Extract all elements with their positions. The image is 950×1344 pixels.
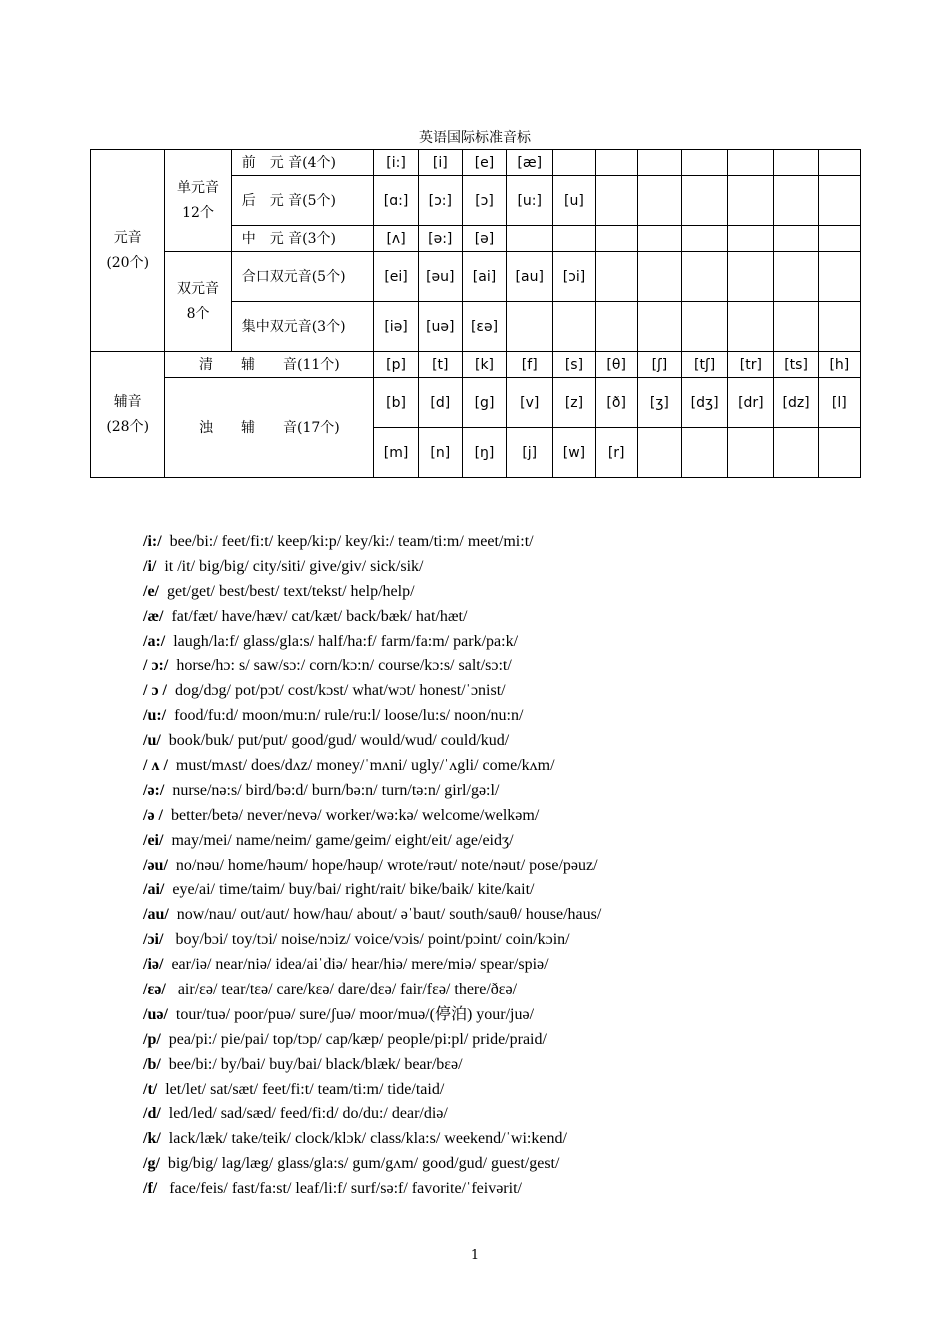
symbol-cell: [s]	[553, 352, 595, 378]
symbol-cell: [g]	[462, 378, 506, 428]
symbol-cell: [z]	[553, 378, 595, 428]
empty-cell	[637, 176, 681, 226]
example-words: better/betə/ never/nevə/ worker/wə:kə/ welcome/welkəm/	[171, 806, 540, 824]
empty-cell	[818, 428, 860, 478]
page-title: 英语国际标准音标	[419, 130, 531, 146]
empty-cell	[682, 252, 728, 302]
phoneme-line	[143, 1078, 903, 1103]
empty-cell	[774, 226, 818, 252]
empty-cell	[774, 252, 818, 302]
symbol-cell: [ə:]	[418, 226, 462, 252]
phoneme-key: /əu/	[143, 856, 168, 874]
phoneme-key: /f/	[143, 1180, 158, 1198]
phoneme-key: /ei/	[143, 831, 164, 849]
example-words: let/let/ sat/sæt/ feet/fi:t/ team/ti:m/ tide/taid/	[165, 1080, 445, 1098]
symbol-cell: [t]	[418, 352, 462, 378]
empty-cell	[637, 226, 681, 252]
example-words: pea/pi:/ pie/pai/ top/tɔp/ cap/kæp/ people/pi:pl/ pride/praid/	[168, 1030, 547, 1048]
phoneme-key: /a:/	[143, 632, 166, 650]
empty-cell	[637, 302, 681, 352]
phoneme-line	[143, 729, 903, 754]
phoneme-key: /t/	[143, 1080, 158, 1098]
empty-cell	[728, 428, 774, 478]
phoneme-key: /p/	[143, 1030, 161, 1048]
phoneme-line	[143, 854, 903, 879]
phoneme-key: /g/	[143, 1155, 160, 1173]
diph-category-cell: 双元音 8个	[165, 252, 231, 352]
phoneme-line	[143, 1127, 903, 1152]
symbol-cell: [l]	[818, 378, 860, 428]
phoneme-key: /au/	[143, 906, 169, 924]
symbol-cell: [ɑ:]	[374, 176, 418, 226]
example-words: led/led/ sad/sæd/ feed/fi:d/ do/du:/ dear/diə/	[168, 1105, 448, 1123]
symbol-cell: [dz]	[774, 378, 818, 428]
example-words: bee/bi:/ by/bai/ buy/bai/ black/blæk/ bear/bεə/	[168, 1055, 463, 1073]
phoneme-line	[143, 779, 903, 804]
mono-category-cell: 单元音 12个	[165, 150, 231, 252]
example-words: it /it/ big/big/ city/siti/ give/giv/ sick/sik/	[164, 557, 424, 575]
phoneme-key: /i/	[143, 557, 157, 575]
empty-cell	[682, 150, 728, 176]
empty-cell	[553, 302, 595, 352]
phoneme-line	[143, 1152, 903, 1177]
table-row-closing	[91, 252, 861, 302]
symbol-cell: [ʒ]	[637, 378, 681, 428]
phoneme-key: /d/	[143, 1105, 161, 1123]
empty-cell	[595, 176, 637, 226]
empty-cell	[595, 150, 637, 176]
example-words: may/mei/ name/neim/ game/geim/ eight/eit/ age/eidʒ/	[171, 831, 514, 849]
phoneme-line	[143, 903, 903, 928]
empty-cell	[507, 302, 553, 352]
voiceless-consonant-label: 清 辅 音(11个)	[165, 352, 374, 378]
vowel-category-cell: 元音 (20个)	[91, 150, 165, 352]
phoneme-key: /e/	[143, 582, 159, 600]
empty-cell	[595, 252, 637, 302]
phoneme-key: /æ/	[143, 607, 164, 625]
example-words: get/get/ best/best/ text/tekst/ help/help/	[167, 582, 415, 600]
phoneme-key: /u/	[143, 732, 161, 750]
empty-cell	[595, 302, 637, 352]
empty-cell	[682, 302, 728, 352]
example-words: food/fu:d/ moon/mu:n/ rule/ru:l/ loose/lu:s/ noon/nu:n/	[174, 707, 524, 725]
symbol-cell: [əu]	[418, 252, 462, 302]
empty-cell	[553, 150, 595, 176]
phoneme-line	[143, 704, 903, 729]
example-words: must/mʌst/ does/dʌz/ money/ˈmʌni/ ugly/ˈʌgli/ come/kʌm/	[175, 757, 555, 775]
example-words: book/buk/ put/put/ good/gud/ would/wud/ could/kud/	[168, 732, 510, 750]
empty-cell	[637, 252, 681, 302]
empty-cell	[774, 150, 818, 176]
phoneme-key: /ə:/	[143, 781, 165, 799]
empty-cell	[637, 150, 681, 176]
symbol-cell: [ə]	[462, 226, 506, 252]
empty-cell	[774, 176, 818, 226]
table-row-voiceless	[91, 352, 861, 378]
empty-cell	[682, 226, 728, 252]
phoneme-line	[143, 1028, 903, 1053]
example-words: bee/bi:/ feet/fi:t/ keep/ki:p/ key/ki:/ team/ti:m/ meet/mi:t/	[169, 533, 534, 550]
symbol-cell: [au]	[507, 252, 553, 302]
example-words: horse/hɔ: s/ saw/sɔ:/ corn/kɔ:n/ course/kɔ:s/ salt/sɔ:t/	[176, 657, 512, 675]
phoneme-key: /εə/	[143, 981, 166, 999]
phoneme-key: /ɔi/	[143, 931, 164, 949]
example-words: air/εə/ tear/tεə/ care/kεə/ dare/dεə/ fair/fεə/ there/ðεə/	[173, 981, 518, 999]
empty-cell	[818, 252, 860, 302]
phoneme-key: /uə/	[143, 1005, 168, 1023]
empty-cell	[728, 252, 774, 302]
empty-cell	[774, 302, 818, 352]
symbol-cell: [d]	[418, 378, 462, 428]
phoneme-key: /ə /	[143, 806, 163, 824]
phoneme-line	[143, 1053, 903, 1078]
phoneme-line	[143, 679, 903, 704]
symbol-cell: [r]	[595, 428, 637, 478]
phoneme-line	[143, 654, 903, 679]
example-words: ear/iə/ near/niə/ idea/aiˈdiə/ hear/hiə/ mere/miə/ spear/spiə/	[171, 956, 549, 974]
empty-cell	[553, 226, 595, 252]
example-words: lack/læk/ take/teik/ clock/klɔk/ class/kla:s/ weekend/ˈwi:kend/	[168, 1130, 567, 1148]
symbol-cell: [n]	[418, 428, 462, 478]
phoneme-key: /ai/	[143, 881, 165, 899]
symbol-cell: [ei]	[374, 252, 418, 302]
example-words: eye/ai/ time/taim/ buy/bai/ right/rait/ bike/baik/ kite/kait/	[172, 881, 535, 899]
phoneme-line	[143, 1102, 903, 1127]
symbol-cell: [f]	[507, 352, 553, 378]
symbol-cell: [m]	[374, 428, 418, 478]
example-words: dog/dɔg/ pot/pɔt/ cost/kɔst/ what/wɔt/ honest/ˈɔnist/	[175, 682, 506, 700]
empty-cell	[728, 150, 774, 176]
empty-cell	[818, 150, 860, 176]
phoneme-key: /u:/	[143, 707, 167, 725]
symbol-cell: [i]	[418, 150, 462, 176]
symbol-cell: [ŋ]	[462, 428, 506, 478]
empty-cell	[682, 428, 728, 478]
empty-cell	[507, 226, 553, 252]
symbol-cell: [p]	[374, 352, 418, 378]
example-words: fat/fæt/ have/hæv/ cat/kæt/ back/bæk/ hat/hæt/	[171, 607, 468, 625]
symbol-cell: [u]	[553, 176, 595, 226]
symbol-cell: [uə]	[418, 302, 462, 352]
table-row-voiced-1	[91, 378, 861, 428]
symbol-cell: [w]	[553, 428, 595, 478]
symbol-cell: [j]	[507, 428, 553, 478]
symbol-cell: [εə]	[462, 302, 506, 352]
phoneme-line	[143, 829, 903, 854]
symbol-cell: [tr]	[728, 352, 774, 378]
symbol-cell: [v]	[507, 378, 553, 428]
symbol-cell: [dr]	[728, 378, 774, 428]
consonant-category-cell: 辅音 (28个)	[91, 352, 165, 478]
back-vowel-label: 后 元 音(5个)	[231, 176, 374, 226]
symbol-cell: [b]	[374, 378, 418, 428]
phoneme-line	[143, 630, 903, 655]
symbol-cell: [ʃ]	[637, 352, 681, 378]
phoneme-line	[143, 878, 903, 903]
closing-diph-label: 合口双元音(5个)	[231, 252, 374, 302]
phoneme-line	[143, 555, 903, 580]
empty-cell	[818, 176, 860, 226]
empty-cell	[818, 302, 860, 352]
phoneme-key: /i:/	[143, 533, 162, 550]
phoneme-line	[143, 1177, 903, 1202]
phonetic-table	[90, 149, 861, 478]
example-words: boy/bɔi/ toy/tɔi/ noise/nɔiz/ voice/vɔis/ point/pɔint/ coin/kɔin/	[171, 931, 570, 949]
empty-cell	[728, 176, 774, 226]
phoneme-line	[143, 580, 903, 605]
example-words: tour/tuə/ poor/puə/ sure/ʃuə/ moor/muə/(停泊) your/juə/	[175, 1005, 535, 1023]
example-words: nurse/nə:s/ bird/bə:d/ burn/bə:n/ turn/tə:n/ girl/gə:l/	[172, 781, 500, 799]
symbol-cell: [h]	[818, 352, 860, 378]
phoneme-key: / ɔ:/	[143, 657, 169, 675]
phoneme-key: /b/	[143, 1055, 161, 1073]
phoneme-line	[143, 978, 903, 1003]
empty-cell	[728, 302, 774, 352]
symbol-cell: [θ]	[595, 352, 637, 378]
table-row-front	[91, 150, 861, 176]
phoneme-line	[143, 754, 903, 779]
front-vowel-label: 前 元 音(4个)	[231, 150, 374, 176]
symbol-cell: [ɔ]	[462, 176, 506, 226]
symbol-cell: [ʌ]	[374, 226, 418, 252]
empty-cell	[728, 226, 774, 252]
empty-cell	[682, 176, 728, 226]
symbol-cell: [ts]	[774, 352, 818, 378]
empty-cell	[595, 226, 637, 252]
example-word-list	[143, 530, 903, 1202]
empty-cell	[637, 428, 681, 478]
symbol-cell: [ð]	[595, 378, 637, 428]
phoneme-line	[143, 804, 903, 829]
symbol-cell: [e]	[462, 150, 506, 176]
example-words: big/big/ lag/læg/ glass/gla:s/ gum/gʌm/ good/gud/ guest/gest/	[167, 1155, 560, 1173]
page-number: 1	[470, 1248, 480, 1263]
symbol-cell: [u:]	[507, 176, 553, 226]
empty-cell	[818, 226, 860, 252]
symbol-cell: [ai]	[462, 252, 506, 302]
symbol-cell: [iə]	[374, 302, 418, 352]
phoneme-line	[143, 1003, 903, 1028]
symbol-cell: [dʒ]	[682, 378, 728, 428]
symbol-cell: [ɔi]	[553, 252, 595, 302]
phoneme-key: /k/	[143, 1130, 161, 1148]
mid-vowel-label: 中 元 音(3个)	[231, 226, 374, 252]
example-words: face/feis/ fast/fa:st/ leaf/li:f/ surf/sə:f/ favorite/ˈfeivərit/	[165, 1180, 522, 1198]
phoneme-key: / ɔ /	[143, 682, 167, 700]
phoneme-line	[143, 605, 903, 630]
example-words: now/nau/ out/aut/ how/hau/ about/ əˈbaut/ south/sauθ/ house/haus/	[176, 906, 602, 924]
phoneme-line	[143, 953, 903, 978]
symbol-cell: [æ]	[507, 150, 553, 176]
symbol-cell: [i:]	[374, 150, 418, 176]
symbol-cell: [tʃ]	[682, 352, 728, 378]
centering-diph-label: 集中双元音(3个)	[231, 302, 374, 352]
example-words: no/nəu/ home/həum/ hope/həup/ wrote/rəut/ note/nəut/ pose/pəuz/	[175, 856, 598, 874]
phoneme-line	[143, 928, 903, 953]
phoneme-line	[143, 530, 903, 555]
phoneme-key: /iə/	[143, 956, 164, 974]
symbol-cell: [k]	[462, 352, 506, 378]
symbol-cell: [ɔ:]	[418, 176, 462, 226]
empty-cell	[774, 428, 818, 478]
voiced-consonant-label: 浊 辅 音(17个)	[165, 378, 374, 478]
example-words: laugh/la:f/ glass/gla:s/ half/ha:f/ farm/fa:m/ park/pa:k/	[173, 632, 519, 650]
phoneme-key: / ʌ /	[143, 757, 168, 775]
